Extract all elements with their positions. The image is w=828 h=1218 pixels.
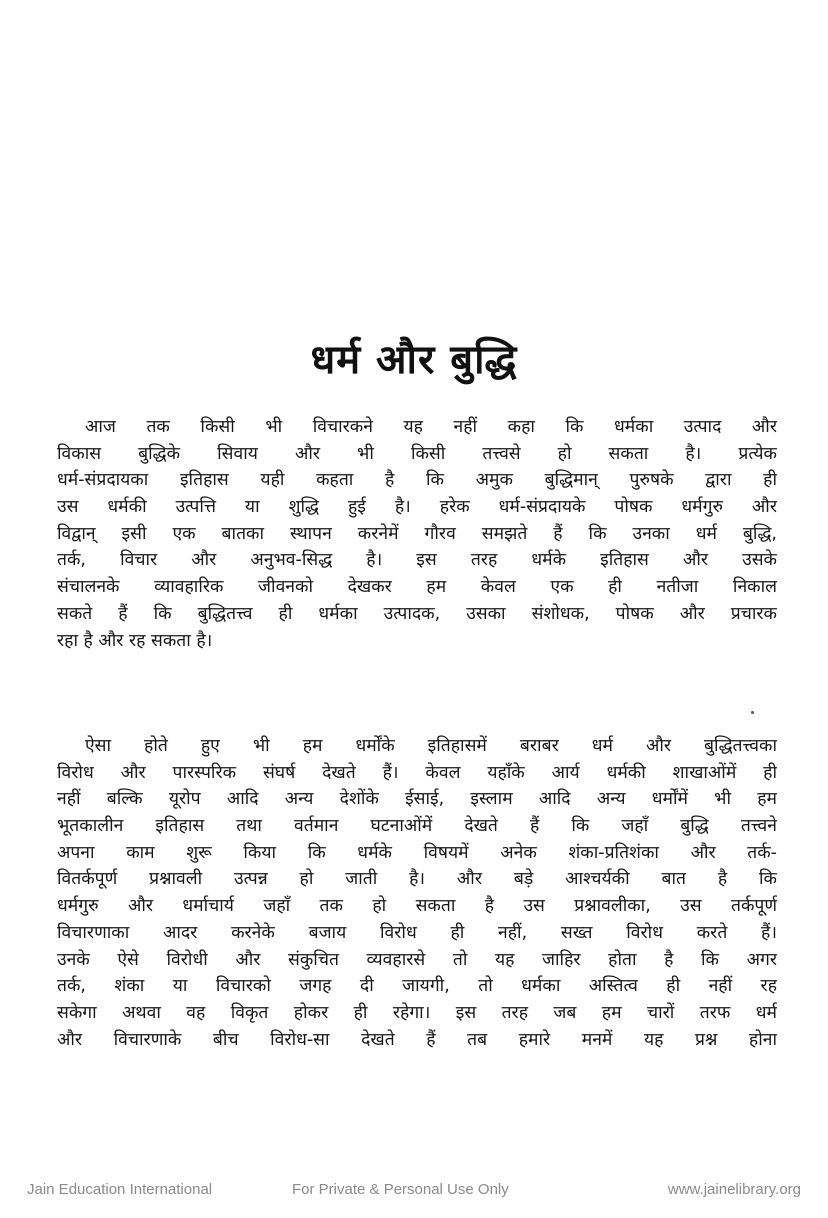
paragraph-1 [57, 414, 777, 654]
text-line: विचारणाका आदर करनेके बजाय विरोध ही नहीं, सख्त विरोध करते हैं। [57, 922, 777, 943]
text-line: तर्क, विचार और अनुभव-सिद्ध है। इस तरह धर्मके इतिहास और उसके [57, 550, 777, 571]
page-title: धर्म और बुद्धि [310, 337, 518, 383]
text-line: उस धर्मकी उत्पत्ति या शुद्धि हुई है। हरेक धर्म-संप्रदायके पोषक धर्मगुरु और [57, 497, 777, 518]
text-line: उनके ऐसे विरोधी और संकुचित व्यवहारसे तो यह जाहिर होता है कि अगर [57, 949, 777, 970]
footer-publisher: Jain Education International [27, 1181, 213, 1198]
text-line: धर्म-संप्रदायका इतिहास यही कहता है कि अमुक बुद्धिमान् पुरुषके द्वारा ही [57, 470, 777, 491]
footer-website-link[interactable]: www.jainelibrary.org [667, 1181, 801, 1198]
text-line: वितर्कपूर्ण प्रश्नावली उत्पन्न हो जाती है। और बड़े आश्चर्यकी बात है कि [57, 869, 777, 890]
text-line: आज तक किसी भी विचारकने यह नहीं कहा कि धर्मका उत्पाद और [85, 417, 777, 437]
scan-speck [751, 711, 754, 714]
text-line: संचालनके व्यावहारिक जीवनको देखकर हम केवल एक ही नतीजा निकाल [57, 577, 777, 598]
paragraph-2 [57, 733, 777, 1053]
text-line: और विचारणाके बीच विरोध-सा देखते हैं तब हमारे मनमें यह प्रश्न होना [57, 1029, 777, 1050]
text-line: रहा है और रह सकता है। [57, 630, 213, 651]
text-line: विद्वान् इसी एक बातका स्थापन करनेमें गौरव समझते हैं कि उनका धर्म बुद्धि, [57, 523, 777, 544]
text-line: ऐसा होते हुए भी हम धर्मोंके इतिहासमें बराबर धर्म और बुद्धितत्त्वका [85, 736, 777, 756]
text-line: विरोध और पारस्परिक संघर्ष देखते हैं। केवल यहाँके आर्य धर्मकी शाखाओंमें ही [57, 762, 777, 783]
text-line: नहीं बल्कि यूरोप आदि अन्य देशोंके ईसाई, इस्लाम आदि अन्य धर्मोंमें भी हम [57, 789, 777, 810]
text-line: सकते हैं कि बुद्धितत्त्व ही धर्मका उत्पादक, उसका संशोधक, पोषक और प्रचारक [57, 603, 777, 624]
text-line: अपना काम शुरू किया कि धर्मके विषयमें अनेक शंका-प्रतिशंका और तर्क- [57, 842, 777, 863]
footer-usage-notice: For Private & Personal Use Only [292, 1181, 509, 1198]
text-line: भूतकालीन इतिहास तथा वर्तमान घटनाओंमें देखते हैं कि जहाँ बुद्धि तत्त्वने [57, 816, 777, 837]
text-line: सकेगा अथवा वह विकृत होकर ही रहेगा। इस तरह जब हम चारों तरफ धर्म [57, 1002, 777, 1023]
text-line: विकास बुद्धिके सिवाय और भी किसी तत्त्वसे हो सकता है। प्रत्येक [57, 443, 777, 464]
text-line: धर्मगुरु और धर्माचार्य जहाँ तक हो सकता है उस प्रश्नावलीका, उस तर्कपूर्ण [57, 896, 777, 917]
text-line: तर्क, शंका या विचारको जगह दी जायगी, तो धर्मका अस्तित्व ही नहीं रह [57, 976, 777, 997]
page-footer [0, 1178, 828, 1202]
